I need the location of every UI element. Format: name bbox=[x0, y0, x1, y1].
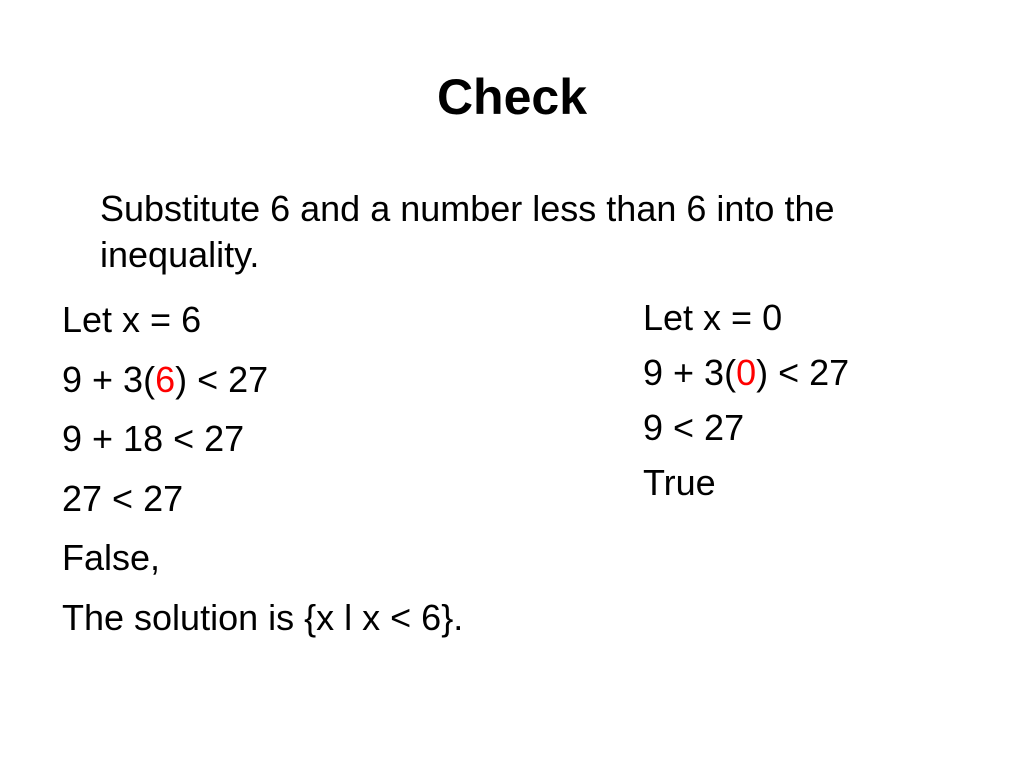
true-verdict-line: True bbox=[643, 462, 716, 503]
substituted-value-0: 0 bbox=[736, 352, 757, 393]
let-x-0-line: Let x = 0 bbox=[643, 297, 783, 338]
solution-set-line: The solution is {x l x < 6}. bbox=[62, 596, 464, 638]
check-x-equals-6 bbox=[62, 290, 622, 647]
false-verdict-line: False, bbox=[62, 537, 161, 578]
check-x-equals-0 bbox=[643, 290, 1013, 510]
substitution-prefix: 9 + 3( bbox=[643, 352, 737, 393]
slide-title: Check bbox=[436, 69, 588, 125]
substituted-value-6: 6 bbox=[155, 358, 176, 400]
substitution-suffix: ) < 27 bbox=[175, 358, 269, 400]
simplify-step-line: 9 < 27 bbox=[643, 407, 745, 448]
intro-text: Substitute 6 and a number less than 6 into the inequality. bbox=[100, 188, 835, 275]
result-comparison-line: 27 < 27 bbox=[62, 477, 184, 519]
let-x-6-line: Let x = 6 bbox=[62, 299, 202, 340]
simplify-step-line: 9 + 18 < 27 bbox=[62, 418, 245, 459]
substitution-6-line bbox=[62, 350, 622, 410]
substitution-prefix: 9 + 3( bbox=[62, 358, 156, 400]
substitution-suffix: ) < 27 bbox=[756, 352, 850, 393]
substitution-0-line bbox=[643, 345, 1013, 400]
